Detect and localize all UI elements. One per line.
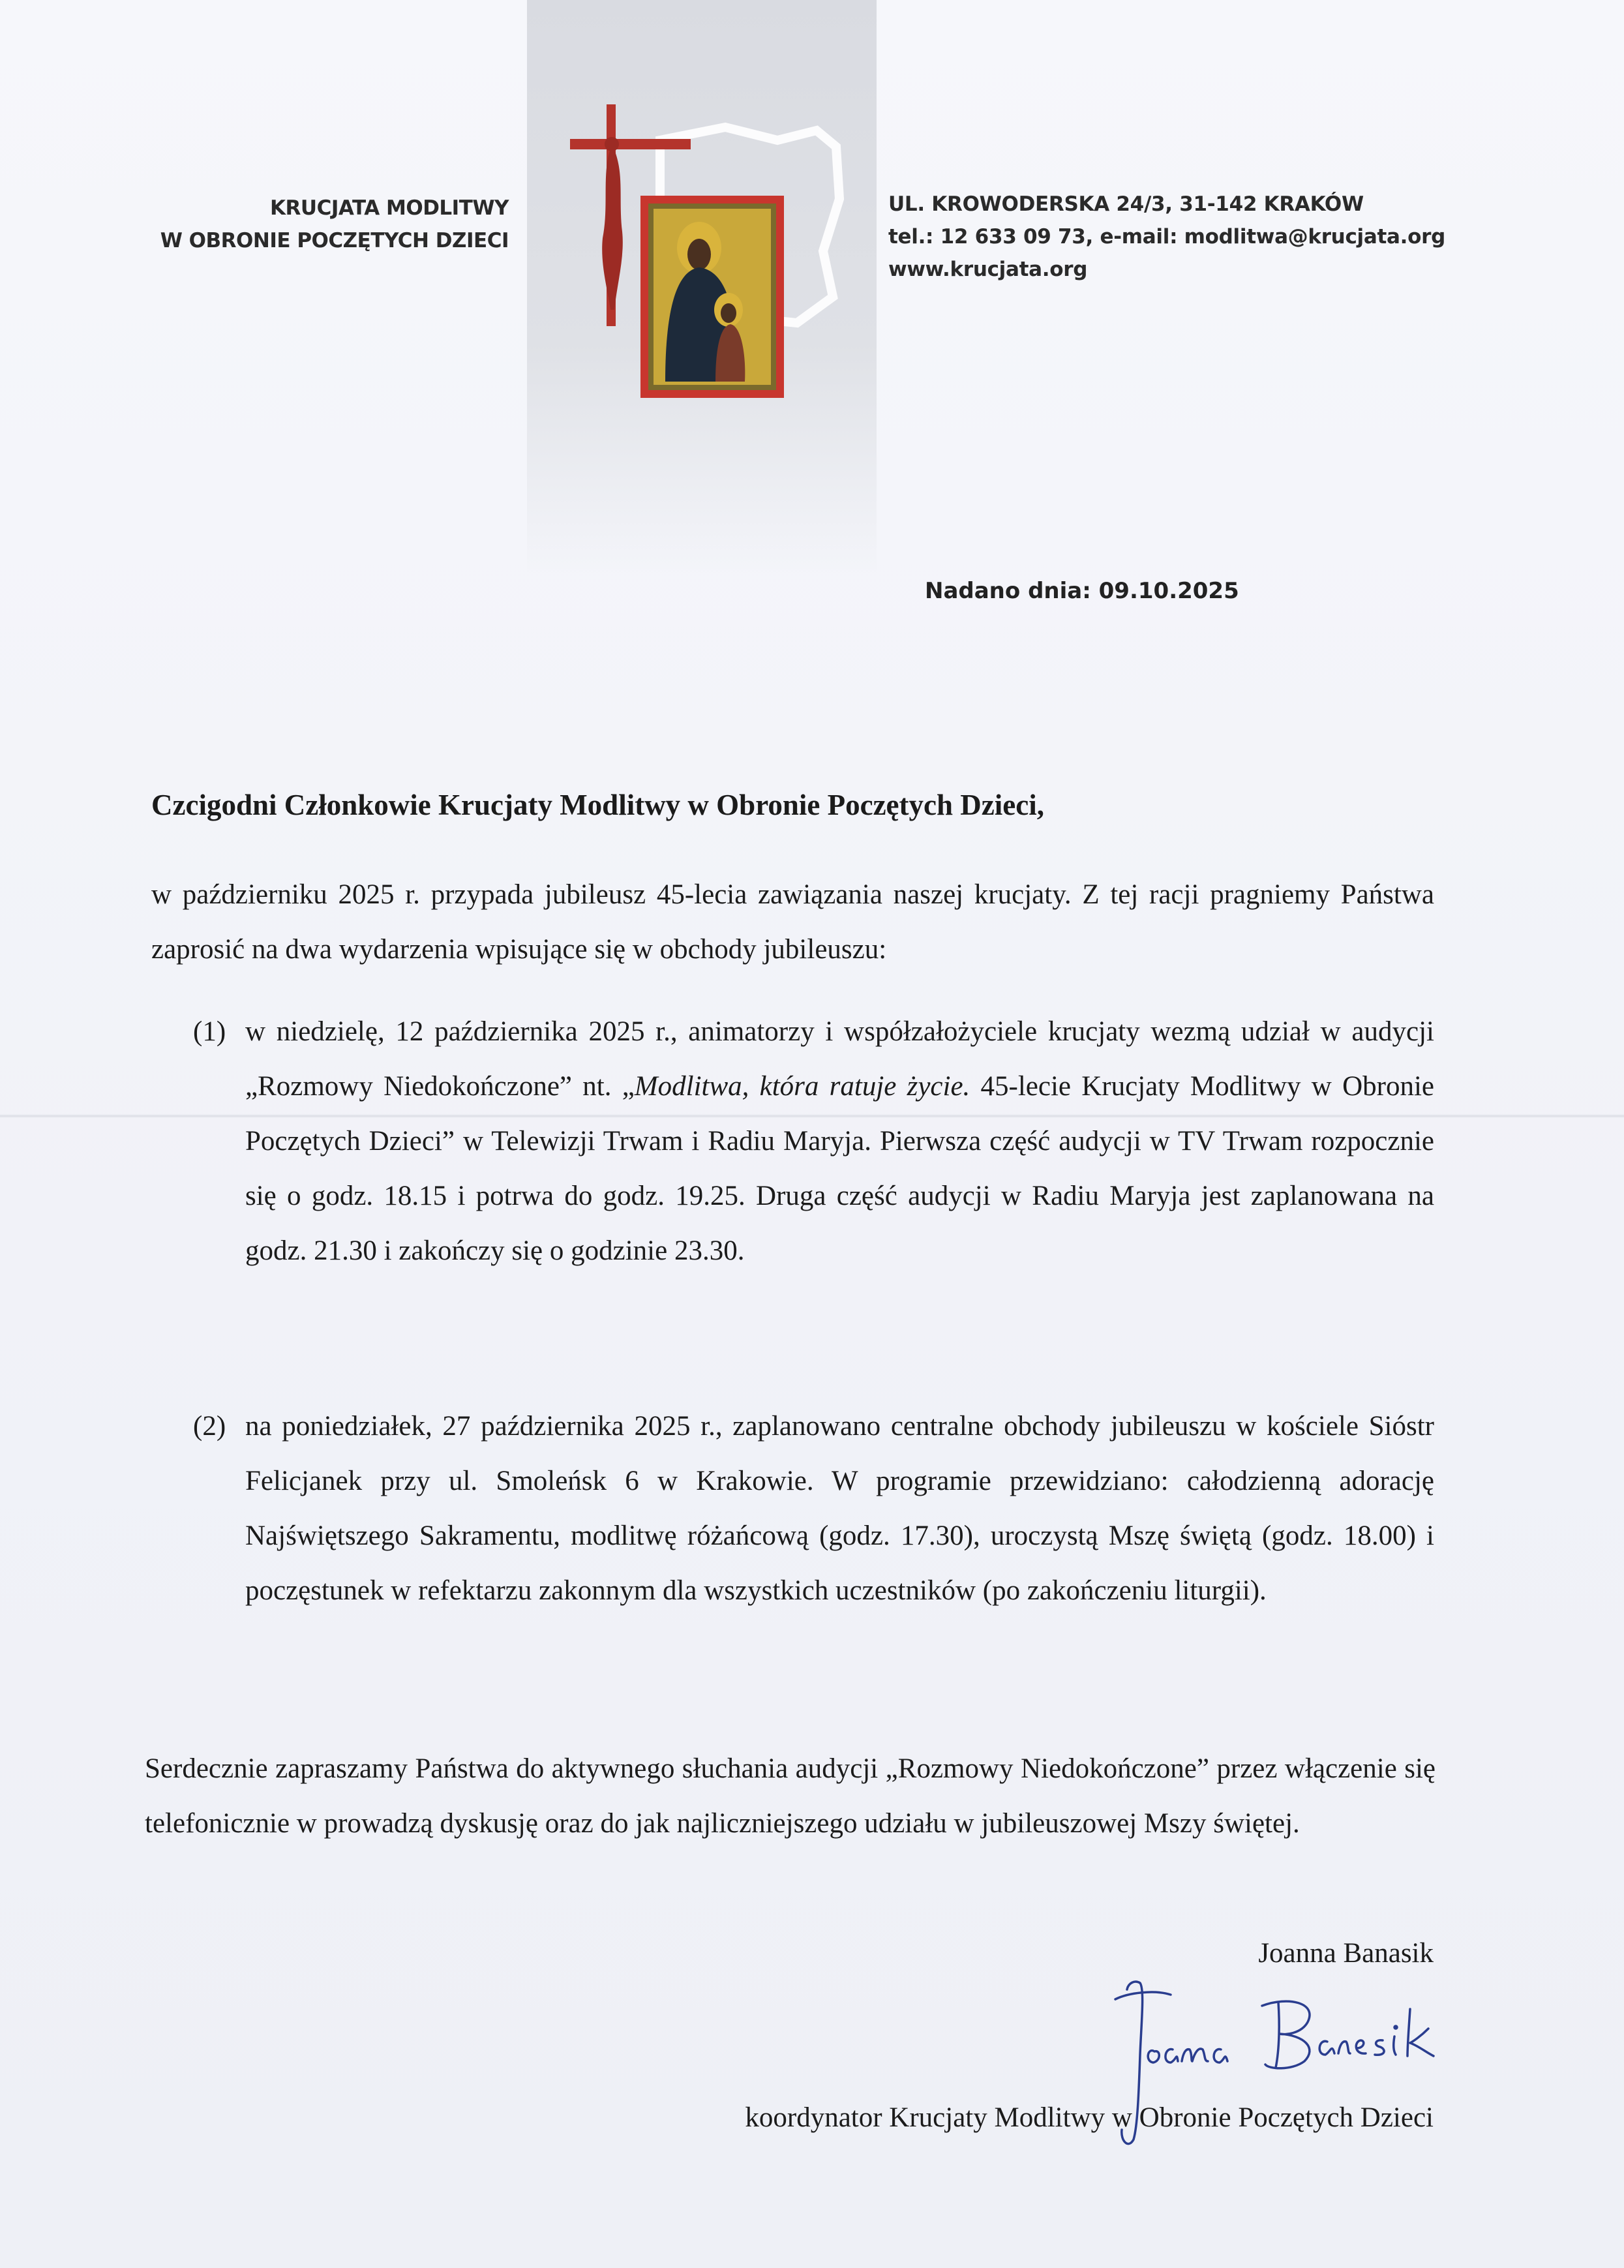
signatory-name: Joanna Banasik — [1258, 1938, 1434, 1969]
item-title-italic: Modlitwa, która ratuje życie. — [634, 1071, 970, 1102]
organization-name — [160, 192, 509, 257]
list-item-number: (2) — [193, 1411, 226, 1442]
website-link: www.krucjata.org — [888, 258, 1088, 281]
sent-date: Nadano dnia: 09.10.2025 — [925, 578, 1239, 604]
phone-email: tel.: 12 633 09 73, e-mail: modlitwa@krucjata.org — [888, 225, 1445, 249]
item-text: w niedzielę, 12 października 2025 r., animatorzy i współzałożyciele krucjaty wezmą udział w audycji „Rozmowy Niedokończone” nt. „ — [245, 1016, 1434, 1102]
contact-block — [888, 188, 1445, 286]
street-address: UL. KROWODERSKA 24/3, 31-142 KRAKÓW — [888, 192, 1364, 216]
greeting: Czcigodni Członkowie Krucjaty Modlitwy w Obronie Poczętych Dzieci, — [151, 789, 1044, 821]
list-item — [245, 1005, 1434, 1278]
org-line-2: W OBRONIE POCZĘTYCH DZIECI — [160, 229, 509, 252]
signatory-role: koordynator Krucjaty Modlitwy w Obronie Poczętych Dzieci — [745, 2102, 1434, 2133]
org-line-1: KRUCJATA MODLITWY — [270, 196, 509, 220]
list-item-number: (1) — [193, 1016, 226, 1047]
list-item: na poniedziałek, 27 października 2025 r., zaplanowano centralne obchody jubileuszu w kościele Sióstr Felicjanek przy ul. Smoleńsk 6 w Krakowie. W programie przewidziano: całodzienną adorację Najświętszego Sakramentu, modlitwę różańcową (godz. 17.30), uroczystą Mszę świętą (godz. 18.00) i poczęstunek w refektarzu zakonnym dla wszystkich uczestników (po zakończeniu liturgii). — [245, 1411, 1434, 1606]
closing-paragraph: Serdecznie zapraszamy Państwa do aktywnego słuchania audycji „Rozmowy Niedokończone” przez włączenie się telefonicznie w prowadzą dyskusję oraz do jak najliczniejszego udziału w jubileuszowej Mszy świętej. — [145, 1753, 1436, 1839]
cross-and-madonna-icon — [562, 101, 849, 401]
intro-paragraph: w październiku 2025 r. przypada jubileusz 45-lecia zawiązania naszej krucjaty. Z tej racji pragniemy Państwa zaprosić na dwa wydarzenia wpisujące się w obchody jubileuszu: — [151, 879, 1434, 965]
item-text-continued: 45-lecie Krucjaty Modlitwy w Obronie Poczętych Dzieci” w Telewizji Trwam i Radiu Maryja. Pierwsza część audycji w TV Trwam rozpocznie się o godz. 18.15 i potrwa do godz. 19.25. Druga część audycji w Radiu Maryja jest zaplanowana na godz. 21.30 i zakończy się o godzinie 23.30. — [245, 1071, 1435, 1266]
